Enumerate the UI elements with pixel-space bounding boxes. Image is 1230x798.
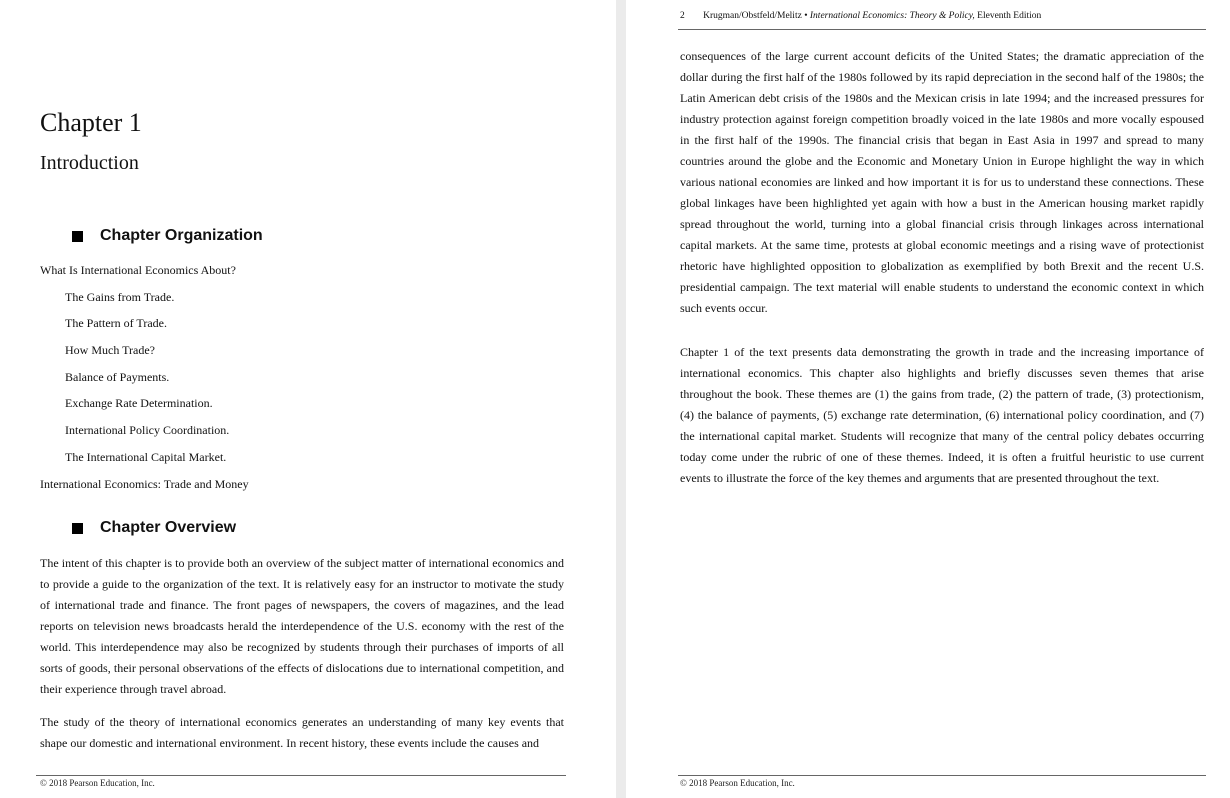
running-header (680, 10, 1041, 22)
outline-item: The Pattern of Trade. (65, 316, 167, 331)
overview-paragraph: The study of the theory of international economics generates an understanding of many key events that shape our domestic and international environment. In recent history, these events include the causes and (40, 715, 564, 750)
chapter-overview-heading-text: Chapter Overview (100, 519, 237, 536)
footer-divider (678, 775, 1206, 776)
outline-item: The International Capital Market. (65, 449, 227, 464)
outline-item: What Is International Economics About? (40, 263, 236, 277)
header-book-title: International Economics: Theory & Policy, (809, 11, 975, 21)
header-divider (678, 29, 1206, 30)
outline-item: International Economics: Trade and Money (40, 476, 249, 491)
header-separator: • (804, 11, 808, 21)
outline-item: How Much Trade? (65, 343, 155, 358)
header-authors: Krugman/Obstfeld/Melitz (703, 11, 802, 21)
chapter-number: Chapter 1 (40, 108, 142, 137)
chapter-organization-heading (72, 226, 263, 246)
right-page (626, 0, 1230, 798)
outline-item: The Gains from Trade. (65, 289, 175, 304)
square-bullet-icon (72, 231, 83, 242)
copyright-footer: © 2018 Pearson Education, Inc. (680, 778, 795, 788)
body-paragraph: consequences of the large current account deficits of the United States; the dramatic appreciation of the dollar during the first half of the 1980s followed by its rapid depreciation in the second half of the 1980s; the Latin American debt crisis of the 1980s and the Mexican crisis in late 1994; and the increased pressures for industry protection against foreign competition broadly voiced in the late 1980s and more vocally espoused in the first half of the 1990s. The financial crisis that began in East Asia in 1997 and spread to many countries around the globe and the Economic and Monetary Union in Europe highlight the way in which various national economies are linked and how important it is for us to understand these connections. These global linkages have been highlighted yet again with how a bust in the American housing market rapidly spread throughout the world, turning into a global financial crisis through linkages across international capital markets. At the same time, protests at global economic meetings and a rising wave of protectionist rhetoric have highlighted opposition to globalization as exemplified by both Brexit and the recent U.S. presidential campaign. The text material will enable students to understand the economic context in which such events occur. (680, 49, 1204, 315)
chapter-outline-list (40, 262, 580, 502)
header-edition: Eleventh Edition (977, 11, 1042, 21)
outline-item: Balance of Payments. (65, 369, 170, 384)
chapter-organization-heading-text: Chapter Organization (100, 227, 263, 244)
page-number: 2 (680, 11, 685, 21)
footer-divider (36, 775, 566, 776)
square-bullet-icon (72, 523, 83, 534)
outline-item: Exchange Rate Determination. (65, 396, 213, 411)
overview-paragraph: The intent of this chapter is to provide both an overview of the subject matter of international economics and to provide a guide to the organization of the text. It is relatively easy for an instructor to motivate the study of international trade and finance. The front pages of newspapers, the covers of magazines, and the lead reports on television news broadcasts herald the interdependence of the U.S. economy with the rest of the world. This interdependence may also be recognized by students through their purchases of imports of all sorts of goods, their personal observations of the effects of dislocations due to international competition, and their experience through travel abroad. (40, 556, 564, 696)
body-paragraph: Chapter 1 of the text presents data demonstrating the growth in trade and the increasing importance of international economics. This chapter also highlights and briefly discusses seven themes that arise throughout the book. These themes are (1) the gains from trade, (2) the pattern of trade, (3) protectionism, (4) the balance of payments, (5) exchange rate determination, (6) international policy coordination, and (7) the international capital market. Students will recognize that many of the central policy debates occurring today come under the rubric of one of these themes. Indeed, it is often a fruitful heuristic to use current events to illustrate the force of the key themes and arguments that are presented throughout the text. (680, 345, 1204, 485)
outline-item: International Policy Coordination. (65, 423, 230, 438)
chapter-overview-heading (72, 518, 236, 538)
chapter-title: Introduction (40, 152, 139, 174)
copyright-footer: © 2018 Pearson Education, Inc. (40, 778, 155, 788)
